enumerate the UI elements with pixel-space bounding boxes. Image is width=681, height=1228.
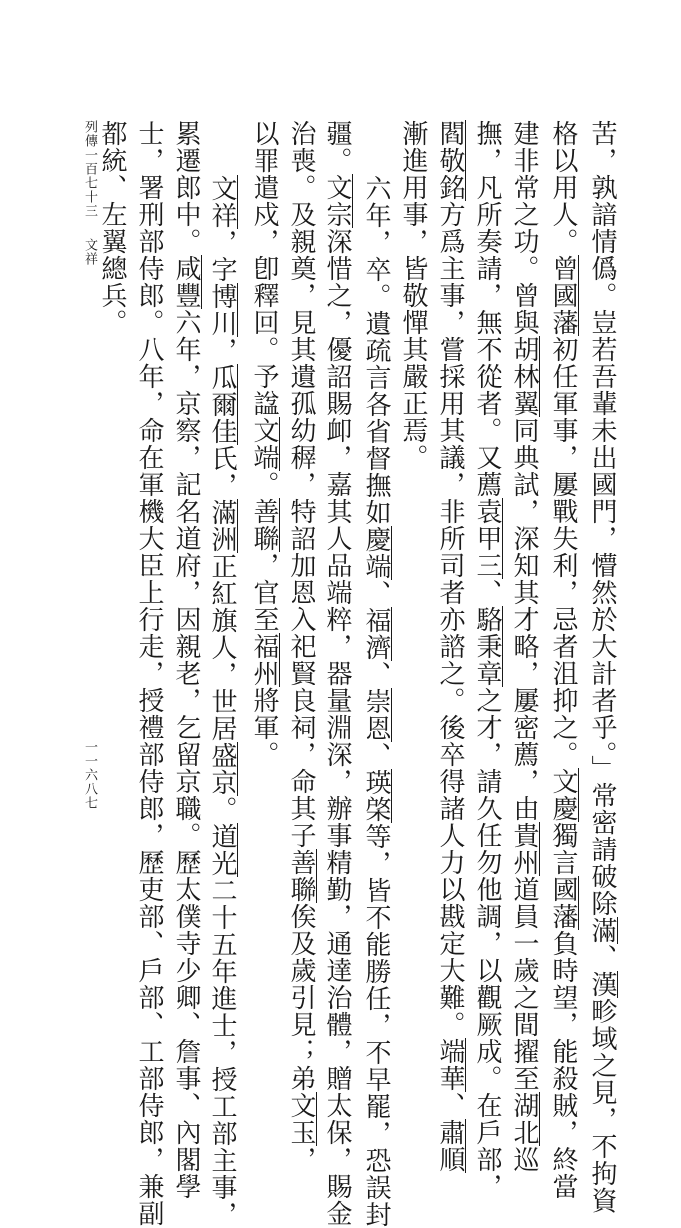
proper-name-mark: 滿洲 <box>207 499 237 553</box>
proper-name-mark: 曾國藩 <box>548 255 578 336</box>
proper-name-mark: 袁甲三 <box>472 498 502 579</box>
text-column: 士，署刑部侍郎。八年，命在軍機大臣上行走，授禮部侍郎，歷吏部、戶部、工部侍郎，兼副 <box>134 120 164 1227</box>
proper-name-mark: 滿 <box>587 917 617 944</box>
proper-name-mark: 福濟 <box>361 607 391 661</box>
proper-name-mark: 慶端 <box>361 526 391 580</box>
text-column: 以罪遣戍，卽釋回。予諡文端。善聯，官至福州將軍。 <box>249 120 279 768</box>
proper-name-mark: 湖北 <box>509 1092 539 1146</box>
proper-name-mark: 胡林翼 <box>509 336 539 417</box>
proper-name-mark: 文端 <box>249 417 279 471</box>
proper-name-mark: 文玉 <box>286 1092 316 1146</box>
proper-name-mark: 文祥 <box>207 175 237 229</box>
proper-name-mark: 咸豐 <box>171 255 201 309</box>
proper-name-mark: 貴州 <box>509 822 539 876</box>
text-column: 閻敬銘方爲主事，嘗採用其議，非所司者亦諮之。後卒得諸人力以戡定大難。端華、肅順 <box>435 120 465 1173</box>
proper-name-mark: 瓜爾佳 <box>207 364 237 445</box>
proper-name-mark: 盛京 <box>207 742 237 796</box>
text-column: 苦，孰諳情僞。豈若吾輩未出國門，懵然於大計者乎。」常密請破除滿、漢畛域之見，不拘資 <box>587 120 617 1214</box>
text-column: 都統、左翼總兵。 <box>97 120 127 336</box>
proper-name-mark: 端華 <box>435 1038 465 1092</box>
text-column: 撫，凡所奏請，無不從者。又薦袁甲三、駱秉章之才，請久任勿他調，以觀厥成。在戶部， <box>472 120 502 1200</box>
proper-name-mark: 道光 <box>207 823 237 877</box>
proper-name-mark: 駱秉章 <box>472 606 502 687</box>
proper-name-mark: 漢 <box>587 971 617 998</box>
text-column: 疆。文宗深惜之，優詔賜卹，嘉其人品端粹，器量淵深，辦事精勤，通達治體，贈太保，賜金 <box>322 120 352 1227</box>
page-number: 一一六八七 <box>82 740 97 810</box>
running-title: 列傳一百七十三 <box>82 120 97 218</box>
text-column: 建非常之功。曾與胡林翼同典試，深知其才略，屢密薦，由貴州道員一歲之間擢至湖北巡 <box>509 120 539 1173</box>
proper-name-mark: 崇恩 <box>361 688 391 742</box>
proper-name-mark: 肅順 <box>435 1119 465 1173</box>
text-column: 漸進用事，皆敬憚其嚴正焉。 <box>398 120 428 471</box>
proper-name-mark: 博川 <box>207 283 237 337</box>
text-column: 六年，卒。遺疏言各省督撫如慶端、福濟、崇恩、瑛棨等，皆不能勝任，不早罷，恐誤封 <box>361 148 391 1228</box>
proper-name-mark: 國藩 <box>548 876 578 930</box>
proper-name-mark: 文宗 <box>322 174 352 228</box>
text-column: 文祥，字博川，瓜爾佳氏，滿洲正紅旗人，世居盛京。道光二十五年進士，授工部主事， <box>207 175 237 1228</box>
proper-name-mark: 善聯 <box>249 498 279 552</box>
proper-name-mark: 福州 <box>249 633 279 687</box>
text-column: 累遷郎中。咸豐六年，京察，記名道府，因親老，乞留京職。歷太僕寺少卿、詹事、內閣學 <box>171 120 201 1200</box>
proper-name-mark: 瑛棨 <box>361 769 391 823</box>
running-subject: 文祥 <box>82 238 97 266</box>
proper-name-mark: 文慶 <box>548 768 578 822</box>
proper-name-mark: 閻敬銘 <box>435 120 465 201</box>
text-column: 格以用人。曾國藩初任軍事，屢戰失利，忌者沮抑之。文慶獨言國藩負時望，能殺賊，終當 <box>548 120 578 1200</box>
proper-name-mark: 善聯 <box>286 849 316 903</box>
text-column: 治喪。及親奠，見其遺孤幼稺，特詔加恩入祀賢良祠，命其子善聯俟及歲引見；弟文玉， <box>286 120 316 1173</box>
